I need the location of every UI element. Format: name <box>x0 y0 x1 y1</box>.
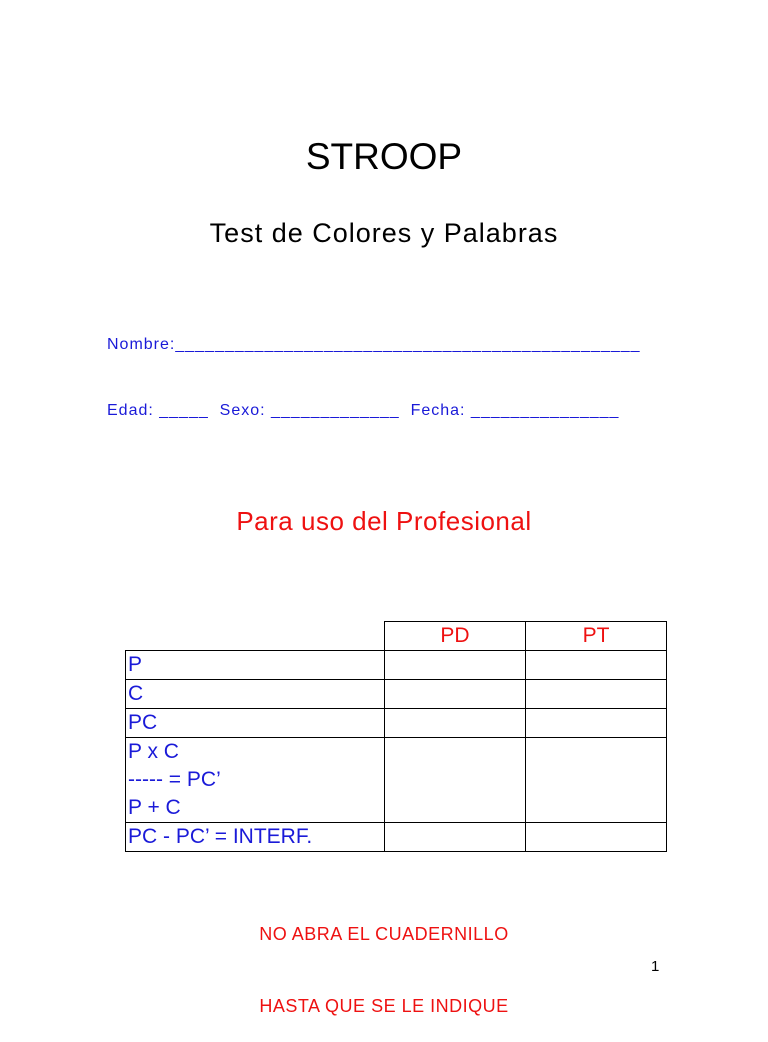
warning-line-2: HASTA QUE SE LE INDIQUE <box>259 996 509 1016</box>
formula-numerator: P x C <box>128 740 179 763</box>
table-row <box>126 709 667 738</box>
header-empty-cell <box>126 622 385 651</box>
row-label-formula <box>126 738 385 823</box>
document-title: STROOP <box>305 136 463 177</box>
scores-table <box>125 621 667 852</box>
table-header-row <box>126 622 667 651</box>
pd-cell <box>385 709 526 738</box>
row-label-pc: PC <box>126 709 385 738</box>
table-row <box>126 651 667 680</box>
pd-cell <box>385 651 526 680</box>
pd-cell <box>385 738 526 823</box>
header-pt: PT <box>526 622 667 651</box>
pt-cell <box>526 823 667 852</box>
page-number: 1 <box>651 958 660 975</box>
formula-fraction-bar: ----- = PC’ <box>128 768 221 791</box>
pd-cell <box>385 823 526 852</box>
header-pd: PD <box>385 622 526 651</box>
nombre-field-line: Nombre:_______________________________________________ <box>107 336 641 353</box>
section-heading: Para uso del Profesional <box>236 506 532 536</box>
row-label-p: P <box>126 651 385 680</box>
pt-cell <box>526 738 667 823</box>
edad-sexo-fecha-line: Edad: _____ Sexo: _____________ Fecha: _______________ <box>107 402 620 419</box>
table-row <box>126 680 667 709</box>
table-row <box>126 823 667 852</box>
pt-cell <box>526 680 667 709</box>
formula-denominator: P + C <box>128 796 181 819</box>
row-label-interf: PC - PC’ = INTERF. <box>126 823 385 852</box>
warning-line-1: NO ABRA EL CUADERNILLO <box>259 924 509 944</box>
table-row <box>126 738 667 823</box>
document-subtitle: Test de Colores y Palabras <box>209 218 559 248</box>
pt-cell <box>526 651 667 680</box>
row-label-c: C <box>126 680 385 709</box>
pt-cell <box>526 709 667 738</box>
pd-cell <box>385 680 526 709</box>
